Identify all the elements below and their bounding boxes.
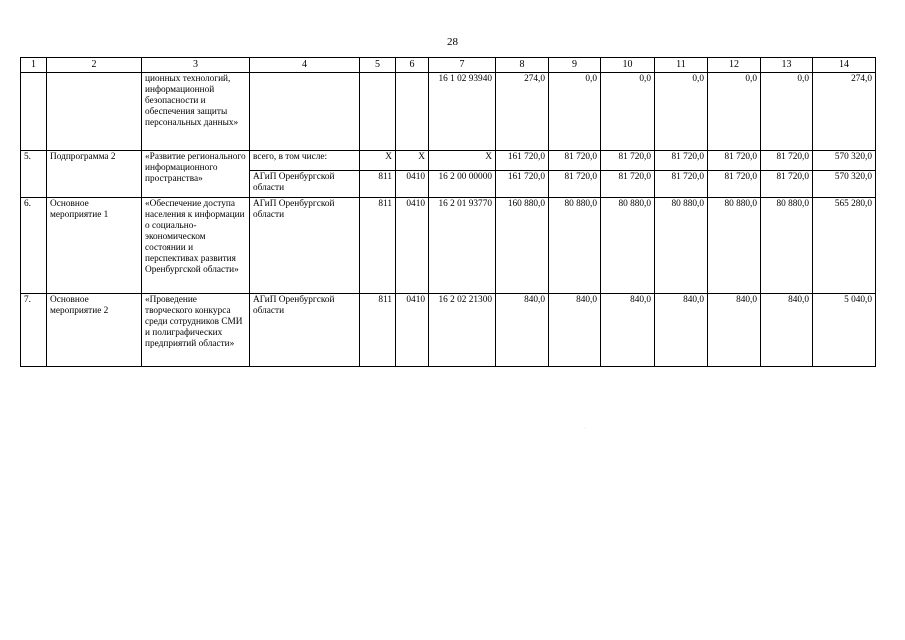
grbs-code: Х (360, 151, 396, 171)
column-header: 7 (429, 58, 496, 73)
amount-v9: 80 880,0 (549, 198, 601, 294)
column-header: 12 (708, 58, 761, 73)
amount-v10: 81 720,0 (601, 151, 655, 171)
amount-v14: 570 320,0 (813, 151, 876, 171)
amount-v10: 840,0 (601, 294, 655, 367)
program-title: ционных технологий, информационной безопасности и обеспечения защиты персональных данных» (142, 73, 250, 151)
row-number: 7. (21, 294, 47, 367)
executor: АГиП Оренбургской области (250, 294, 360, 367)
amount-v13: 840,0 (761, 294, 813, 367)
program-type: Основное мероприятие 2 (47, 294, 142, 367)
page-number: 28 (447, 36, 458, 48)
rzpr-code (396, 73, 429, 151)
header-row (21, 58, 876, 73)
amount-v11: 81 720,0 (655, 171, 708, 198)
program-type: Основное мероприятие 1 (47, 198, 142, 294)
table-row (21, 73, 876, 151)
amount-v10: 0,0 (601, 73, 655, 151)
amount-v13: 81 720,0 (761, 171, 813, 198)
rzpr-code: 0410 (396, 171, 429, 198)
amount-v12: 81 720,0 (708, 151, 761, 171)
amount-v8: 840,0 (496, 294, 549, 367)
amount-v8: 160 880,0 (496, 198, 549, 294)
executor (250, 73, 360, 151)
csr-code: 16 2 01 93770 (429, 198, 496, 294)
budget-table (20, 57, 876, 367)
program-type (47, 73, 142, 151)
column-header: 3 (142, 58, 250, 73)
amount-v12: 840,0 (708, 294, 761, 367)
amount-v12: 81 720,0 (708, 171, 761, 198)
executor: АГиП Оренбургской области (250, 198, 360, 294)
csr-code: 16 2 00 00000 (429, 171, 496, 198)
amount-v12: 0,0 (708, 73, 761, 151)
column-header: 2 (47, 58, 142, 73)
amount-v11: 0,0 (655, 73, 708, 151)
scan-dot: · (584, 426, 586, 432)
csr-code: 16 2 02 21300 (429, 294, 496, 367)
table-header (21, 58, 876, 73)
column-header: 11 (655, 58, 708, 73)
executor: всего, в том числе: (250, 151, 360, 171)
amount-v10: 81 720,0 (601, 171, 655, 198)
column-header: 13 (761, 58, 813, 73)
column-header: 10 (601, 58, 655, 73)
amount-v11: 840,0 (655, 294, 708, 367)
amount-v9: 840,0 (549, 294, 601, 367)
table-row (21, 294, 876, 367)
amount-v9: 81 720,0 (549, 151, 601, 171)
amount-v9: 81 720,0 (549, 171, 601, 198)
amount-v13: 81 720,0 (761, 151, 813, 171)
amount-v10: 80 880,0 (601, 198, 655, 294)
executor: АГиП Оренбургской области (250, 171, 360, 198)
amount-v14: 565 280,0 (813, 198, 876, 294)
amount-v12: 80 880,0 (708, 198, 761, 294)
program-title: «Обеспечение доступа населения к информации о социально-экономическом состоянии и перспективах развития Оренбургской области» (142, 198, 250, 294)
column-header: 9 (549, 58, 601, 73)
table-row (21, 151, 876, 171)
amount-v8: 274,0 (496, 73, 549, 151)
rzpr-code: Х (396, 151, 429, 171)
amount-v9: 0,0 (549, 73, 601, 151)
program-title: «Развитие регионального информационного пространства» (142, 151, 250, 198)
grbs-code (360, 73, 396, 151)
rzpr-code: 0410 (396, 198, 429, 294)
table-row (21, 198, 876, 294)
amount-v14: 5 040,0 (813, 294, 876, 367)
amount-v8: 161 720,0 (496, 151, 549, 171)
column-header: 4 (250, 58, 360, 73)
table-body (21, 73, 876, 367)
program-title: «Проведение творческого конкурса среди сотрудников СМИ и полиграфических предприятий области» (142, 294, 250, 367)
column-header: 14 (813, 58, 876, 73)
csr-code: 16 1 02 93940 (429, 73, 496, 151)
column-header: 6 (396, 58, 429, 73)
grbs-code: 811 (360, 294, 396, 367)
amount-v13: 0,0 (761, 73, 813, 151)
rzpr-code: 0410 (396, 294, 429, 367)
grbs-code: 811 (360, 198, 396, 294)
row-number: 5. (21, 151, 47, 198)
column-header: 5 (360, 58, 396, 73)
amount-v11: 80 880,0 (655, 198, 708, 294)
amount-v14: 274,0 (813, 73, 876, 151)
amount-v8: 161 720,0 (496, 171, 549, 198)
column-header: 8 (496, 58, 549, 73)
row-number: 6. (21, 198, 47, 294)
amount-v14: 570 320,0 (813, 171, 876, 198)
csr-code: Х (429, 151, 496, 171)
column-header: 1 (21, 58, 47, 73)
row-number (21, 73, 47, 151)
program-type: Подпрограмма 2 (47, 151, 142, 198)
grbs-code: 811 (360, 171, 396, 198)
amount-v11: 81 720,0 (655, 151, 708, 171)
amount-v13: 80 880,0 (761, 198, 813, 294)
